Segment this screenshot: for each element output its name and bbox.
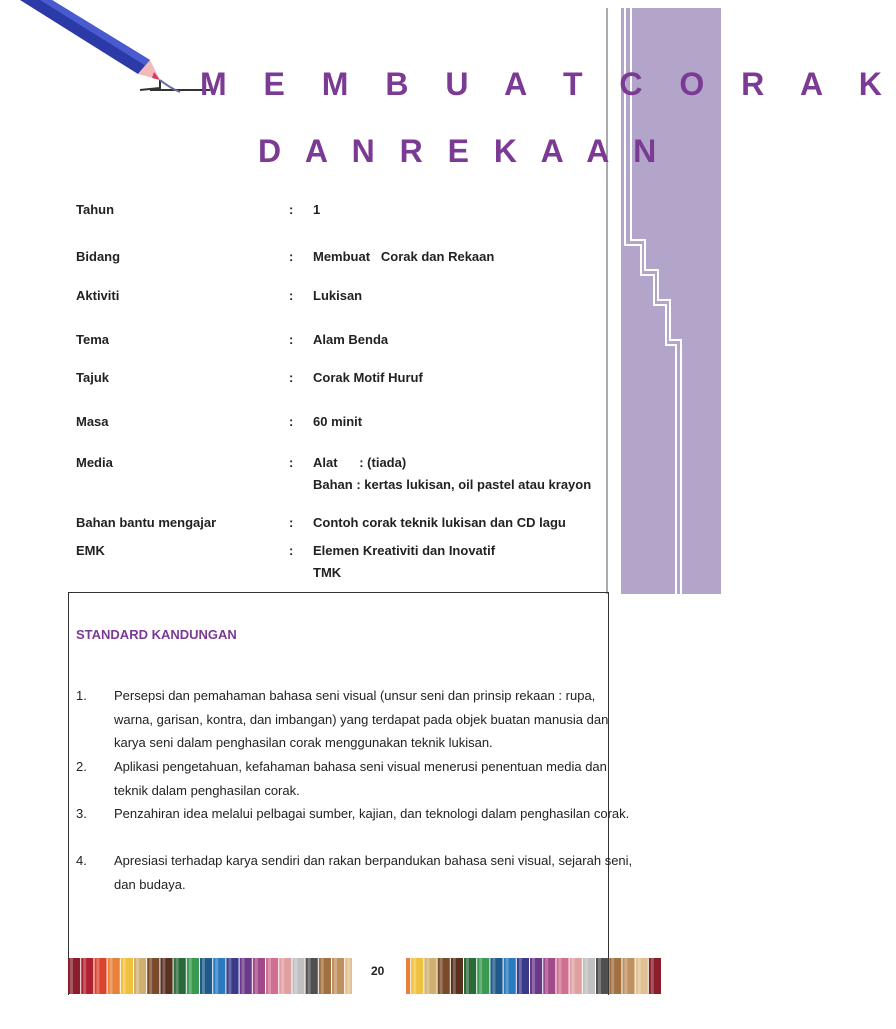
colon: : — [289, 515, 294, 530]
title-line-1: M E M B U A T C O R A K — [200, 66, 896, 102]
pencil-stripe — [174, 958, 186, 994]
pencil-stripe — [438, 958, 450, 994]
pencil-highlight — [255, 958, 258, 994]
list-number: 1. — [76, 688, 87, 703]
list-number: 4. — [76, 853, 87, 868]
pencil-stripe — [622, 958, 634, 994]
pencil-highlight — [532, 958, 535, 994]
pencil-highlight — [638, 958, 641, 994]
colon: : — [289, 543, 294, 558]
pencil-stripe — [81, 958, 93, 994]
label-bahan-bantu: Bahan bantu mengajar — [76, 515, 217, 530]
pencil-highlight — [506, 958, 509, 994]
pencil-highlight — [215, 958, 218, 994]
pencil-stripe — [94, 958, 106, 994]
pencil-highlight — [136, 958, 139, 994]
value-tajuk: Corak Motif Huruf — [313, 370, 423, 385]
list-number: 3. — [76, 806, 87, 821]
pencil-highlight — [624, 958, 627, 994]
colon: : — [289, 414, 294, 429]
label-tajuk: Tajuk — [76, 370, 109, 385]
list-text: Aplikasi pengetahuan, kefahaman bahasa seni visual menerusi penentuan media dan teknik dalam penghasilan corak. — [114, 759, 607, 798]
pencil-highlight — [453, 958, 456, 994]
list-text: Persepsi dan pemahaman bahasa seni visual (unsur seni dan prinsip rekaan : rupa, warna, garisan, kontra, dan imbangan) yang terdapat pada objek buatan manusia dan karya seni dalam penghasilan corak menggunakan teknik lukisan. — [114, 688, 609, 750]
pencil-stripe — [543, 958, 555, 994]
label-tahun: Tahun — [76, 202, 115, 217]
pencil-stripe — [266, 958, 278, 994]
pencil-highlight — [440, 958, 443, 994]
value-media-bahan: Bahan : kertas lukisan, oil pastel atau krayon — [313, 477, 592, 492]
label-media: Media — [76, 455, 113, 470]
value-masa: 60 minit — [313, 414, 363, 429]
pencil-stripe — [464, 958, 476, 994]
pencil-stripe — [134, 958, 146, 994]
pencil-stripe — [477, 958, 489, 994]
pencil-highlight — [70, 958, 73, 994]
pencil-stripe — [609, 958, 621, 994]
pencil-highlight — [294, 958, 297, 994]
pencil-stripe — [332, 958, 344, 994]
pencil-stripe — [213, 958, 225, 994]
pencil-highlight — [413, 958, 416, 994]
pencil-stripe — [530, 958, 542, 994]
pencil-highlight — [598, 958, 601, 994]
pencil-stripe — [649, 958, 661, 994]
pencil-stripe — [556, 958, 568, 994]
pencil-stripe — [504, 958, 516, 994]
pencil-highlight — [347, 958, 350, 994]
pencil-highlight — [321, 958, 324, 994]
pencil-stripe — [147, 958, 159, 994]
colon: : — [289, 202, 294, 217]
colon: : — [289, 455, 294, 470]
value-bahan-bantu: Contoh corak teknik lukisan dan CD lagu — [313, 515, 566, 530]
value-emk: Elemen Kreativiti dan Inovatif — [313, 543, 496, 558]
pencil-stripe — [68, 958, 80, 994]
pencil-highlight — [202, 958, 205, 994]
pencil-stripe — [108, 958, 120, 994]
pencil-highlight — [162, 958, 165, 994]
list-number: 2. — [76, 759, 87, 774]
colon: : — [289, 332, 294, 347]
pencil-highlight — [281, 958, 284, 994]
value-media-alat: Alat : (tiada) — [313, 455, 407, 470]
label-masa: Masa — [76, 414, 109, 429]
pencil-highlight — [228, 958, 231, 994]
pencil-highlight — [334, 958, 337, 994]
pencil-highlight — [176, 958, 179, 994]
pencil-highlight — [83, 958, 86, 994]
pencil-highlight — [426, 958, 429, 994]
value-emk-2: TMK — [313, 565, 342, 580]
pencil-highlight — [189, 958, 192, 994]
title-line-2: D A N R E K A A N — [258, 133, 665, 169]
list-text: Apresiasi terhadap karya sendiri dan rakan berpandukan bahasa seni visual, sejarah seni, dan budaya. — [114, 853, 633, 892]
pencil-highlight — [96, 958, 99, 994]
list-text: Penzahiran idea melalui pelbagai sumber, kajian, dan teknologi dalam penghasilan corak. — [114, 806, 630, 821]
pencil-highlight — [466, 958, 469, 994]
label-tema: Tema — [76, 332, 109, 347]
pencil-highlight — [558, 958, 561, 994]
pencil-highlight — [268, 958, 271, 994]
pencil-stripe — [160, 958, 172, 994]
pencil-highlight — [651, 958, 654, 994]
pencil-stripe — [253, 958, 265, 994]
pencil-highlight — [519, 958, 522, 994]
label-emk: EMK — [76, 543, 105, 558]
value-tahun: 1 — [313, 202, 321, 217]
colon: : — [289, 370, 294, 385]
page-number: 20 — [371, 964, 385, 978]
pencil-stripe — [451, 958, 463, 994]
pencil-stripe — [636, 958, 648, 994]
pencil-stripe — [200, 958, 212, 994]
pencil-stripe — [570, 958, 582, 994]
colon: : — [289, 249, 294, 264]
value-bidang: Membuat Corak dan Rekaan — [313, 249, 495, 264]
label-aktiviti: Aktiviti — [76, 288, 120, 303]
pencil-stripe — [292, 958, 304, 994]
pencil-stripe — [226, 958, 238, 994]
pencil-stripe — [583, 958, 595, 994]
pencil-highlight — [585, 958, 588, 994]
pencil-stripe — [411, 958, 423, 994]
pencil-stripe — [306, 958, 318, 994]
pencil-highlight — [308, 958, 311, 994]
value-tema: Alam Benda — [313, 332, 389, 347]
pencil-highlight — [572, 958, 575, 994]
pencil-stripe — [319, 958, 331, 994]
pencil-icon — [10, 0, 210, 100]
pencil-highlight — [492, 958, 495, 994]
pencil-stripe — [490, 958, 502, 994]
colon: : — [289, 288, 294, 303]
pencil-highlight — [545, 958, 548, 994]
pencil-stripe — [279, 958, 291, 994]
standard-title: STANDARD KANDUNGAN — [76, 627, 237, 642]
label-bidang: Bidang — [76, 249, 121, 264]
pencil-highlight — [611, 958, 614, 994]
pencil-highlight — [149, 958, 152, 994]
pencil-highlight — [242, 958, 245, 994]
pencil-stripe — [517, 958, 529, 994]
value-aktiviti: Lukisan — [313, 288, 363, 303]
pencil-highlight — [123, 958, 126, 994]
pencil-stripe — [121, 958, 133, 994]
pencil-highlight — [110, 958, 113, 994]
pencil-stripe — [187, 958, 199, 994]
pencil-highlight — [479, 958, 482, 994]
pencil-stripe — [240, 958, 252, 994]
pencil-stripe — [424, 958, 436, 994]
pencil-stripe — [596, 958, 608, 994]
